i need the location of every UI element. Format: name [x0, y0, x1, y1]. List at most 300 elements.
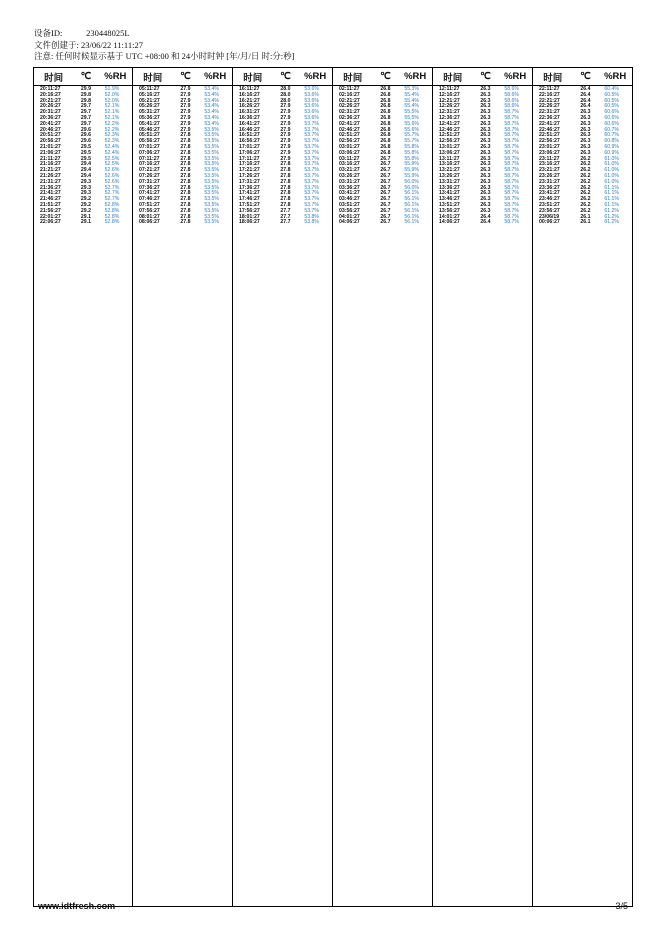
rh-cell: 55.6%	[404, 120, 420, 127]
temp-cell: 26.2	[580, 184, 591, 191]
rh-cell: 61.2%	[604, 213, 620, 220]
temp-cell: 27.8	[180, 184, 191, 191]
rh-cell: 52.0%	[104, 97, 120, 104]
rh-cell: 55.9%	[404, 172, 420, 179]
rh-cell: 52.6%	[104, 172, 120, 179]
rh-cell: 58.7%	[504, 196, 520, 203]
temp-cell: 26.8	[380, 86, 391, 92]
temp-cell: 27.9	[280, 155, 291, 162]
temp-cell: 29.4	[80, 172, 91, 179]
table-column	[333, 67, 433, 907]
time-cell: 20:31:27	[40, 109, 61, 116]
time-cell: 02:46:27	[339, 126, 360, 133]
rh-cell: 52.8%	[104, 219, 120, 226]
temp-cell: 27.8	[280, 196, 291, 203]
rh-cell: 55.6%	[404, 126, 420, 133]
time-cell: 21:01:27	[40, 143, 61, 150]
time-cell: 02:56:27	[339, 138, 360, 145]
rh-cell: 56.1%	[404, 201, 420, 208]
rh-cell: 58.7%	[504, 161, 520, 168]
temp-header: ℃	[480, 71, 491, 82]
rh-cell: 60.6%	[604, 114, 620, 121]
rh-cell: 55.4%	[404, 91, 420, 98]
rh-cell: 60.9%	[604, 149, 620, 156]
rh-cell: 52.0%	[104, 91, 120, 98]
column-body	[333, 86, 432, 906]
time-cell: 21:56:27	[40, 207, 61, 214]
temp-cell: 26.3	[480, 143, 491, 150]
rh-cell: 60.7%	[604, 126, 620, 133]
rh-cell: 52.1%	[104, 103, 120, 110]
time-cell: 23:46:27	[539, 196, 560, 203]
time-cell: 13:11:27	[439, 155, 460, 162]
temp-cell: 27.9	[180, 114, 191, 121]
rh-cell: 53.7%	[304, 196, 320, 203]
table-row	[133, 220, 232, 226]
temp-cell: 26.7	[380, 213, 391, 220]
rh-cell: 55.4%	[404, 97, 420, 104]
time-cell: 14:01:27	[439, 213, 460, 220]
time-cell: 02:16:27	[339, 91, 360, 98]
rh-cell: 53.4%	[204, 120, 220, 127]
rh-cell: 53.5%	[204, 196, 220, 203]
time-cell: 07:31:27	[139, 178, 160, 185]
temp-cell: 27.9	[280, 103, 291, 110]
time-cell: 17:51:27	[239, 201, 260, 208]
rh-cell: 56.0%	[404, 178, 420, 185]
temp-cell: 27.8	[180, 149, 191, 156]
rh-cell: 60.8%	[604, 138, 620, 145]
time-cell: 17:26:27	[239, 172, 260, 179]
time-cell: 17:46:27	[239, 196, 260, 203]
temp-cell: 26.3	[480, 207, 491, 214]
temp-cell: 29.7	[80, 103, 91, 110]
time-cell: 20:16:27	[40, 91, 61, 98]
time-cell: 17:01:27	[239, 143, 260, 150]
rh-cell: 56.1%	[404, 219, 420, 226]
rh-cell: 58.6%	[504, 97, 520, 104]
rh-header: %RH	[204, 71, 227, 82]
temp-cell: 29.5	[80, 149, 91, 156]
time-cell: 23:31:27	[539, 178, 560, 185]
temp-cell: 26.3	[580, 126, 591, 133]
time-cell: 21:31:27	[40, 178, 61, 185]
rh-cell: 61.2%	[604, 219, 620, 226]
rh-cell: 52.6%	[104, 178, 120, 185]
rh-cell: 53.8%	[304, 213, 320, 220]
temp-cell: 26.3	[480, 167, 491, 174]
time-cell: 17:06:27	[239, 149, 260, 156]
rh-cell: 58.6%	[504, 86, 520, 92]
time-cell: 22:01:27	[40, 213, 61, 220]
time-cell: 14:06:27	[439, 219, 460, 226]
time-cell: 02:41:27	[339, 120, 360, 127]
time-cell: 12:56:27	[439, 138, 460, 145]
rh-cell: 53.7%	[304, 161, 320, 168]
rh-cell: 52.5%	[104, 155, 120, 162]
rh-cell: 52.4%	[104, 143, 120, 150]
rh-cell: 53.5%	[204, 207, 220, 214]
rh-cell: 61.0%	[604, 172, 620, 179]
temp-cell: 26.4	[580, 86, 591, 92]
temp-cell: 26.2	[580, 201, 591, 208]
time-cell: 17:41:27	[239, 190, 260, 197]
rh-header: %RH	[404, 71, 427, 82]
temp-cell: 27.7	[280, 219, 291, 226]
temp-cell: 26.8	[380, 126, 391, 133]
temp-cell: 26.3	[580, 114, 591, 121]
rh-cell: 53.4%	[204, 86, 220, 92]
rh-cell: 52.3%	[104, 138, 120, 145]
rh-cell: 58.7%	[504, 114, 520, 121]
time-cell: 03:56:27	[339, 207, 360, 214]
temp-cell: 26.8	[380, 120, 391, 127]
column-header	[333, 68, 432, 86]
rh-cell: 58.7%	[504, 155, 520, 162]
rh-cell: 58.7%	[504, 167, 520, 174]
temp-cell: 26.7	[380, 190, 391, 197]
rh-cell: 52.2%	[104, 126, 120, 133]
rh-cell: 53.7%	[304, 207, 320, 214]
time-cell: 18:06:27	[239, 219, 260, 226]
rh-cell: 53.6%	[304, 109, 320, 116]
temp-cell: 26.3	[480, 103, 491, 110]
rh-cell: 55.5%	[404, 109, 420, 116]
temp-cell: 27.9	[180, 109, 191, 116]
rh-cell: 52.3%	[104, 132, 120, 139]
time-header: 时间	[143, 72, 163, 84]
temp-cell: 26.3	[480, 109, 491, 116]
time-cell: 13:41:27	[439, 190, 460, 197]
time-cell: 22:16:27	[539, 91, 560, 98]
temp-cell: 27.8	[180, 143, 191, 150]
time-cell: 22:11:27	[539, 86, 560, 92]
time-cell: 20:11:27	[40, 86, 61, 92]
temp-cell: 29.2	[80, 207, 91, 214]
rh-cell: 60.5%	[604, 103, 620, 110]
device-id-line	[34, 28, 295, 40]
device-id-label: 设备ID:	[34, 28, 63, 38]
table-row	[333, 220, 432, 226]
table-column	[433, 67, 533, 907]
column-header	[133, 68, 232, 86]
time-cell: 07:41:27	[139, 190, 160, 197]
timezone-note: 注意: 任何时候显示基于 UTC +08:00 和 24小时时钟 [年/月/日 时:分:秒]	[34, 51, 295, 61]
temp-cell: 29.3	[80, 190, 91, 197]
time-cell: 16:51:27	[239, 132, 260, 139]
temp-cell: 29.1	[80, 219, 91, 226]
column-header	[533, 68, 632, 86]
time-cell: 16:31:27	[239, 109, 260, 116]
table-row	[34, 220, 132, 226]
rh-cell: 56.1%	[404, 196, 420, 203]
rh-header: %RH	[104, 71, 127, 82]
time-cell: 21:21:27	[40, 167, 61, 174]
rh-cell: 60.6%	[604, 120, 620, 127]
time-cell: 05:16:27	[139, 91, 160, 98]
time-cell: 23:21:27	[539, 167, 560, 174]
temp-cell: 26.8	[380, 109, 391, 116]
rh-cell: 52.6%	[104, 167, 120, 174]
temp-cell: 27.9	[180, 86, 191, 92]
time-cell: 07:16:27	[139, 161, 160, 168]
temp-cell: 26.3	[480, 149, 491, 156]
time-cell: 20:36:27	[40, 114, 61, 121]
temp-cell: 27.9	[280, 138, 291, 145]
rh-cell: 58.6%	[504, 91, 520, 98]
rh-cell: 53.5%	[204, 149, 220, 156]
temp-cell: 28.0	[280, 86, 291, 92]
time-cell: 23:11:27	[539, 155, 560, 162]
time-cell: 16:46:27	[239, 126, 260, 133]
time-cell: 20:46:27	[40, 126, 61, 133]
time-cell: 07:01:27	[139, 143, 160, 150]
temp-cell: 29.3	[80, 178, 91, 185]
rh-cell: 53.5%	[204, 155, 220, 162]
time-cell: 21:46:27	[40, 196, 61, 203]
time-cell: 17:36:27	[239, 184, 260, 191]
time-cell: 07:21:27	[139, 167, 160, 174]
temp-cell: 26.2	[580, 161, 591, 168]
time-cell: 20:41:27	[40, 120, 61, 127]
temp-header: ℃	[280, 71, 291, 82]
time-cell: 13:06:27	[439, 149, 460, 156]
rh-cell: 58.7%	[504, 138, 520, 145]
time-cell: 17:16:27	[239, 161, 260, 168]
rh-cell: 61.1%	[604, 196, 620, 203]
rh-cell: 60.5%	[604, 97, 620, 104]
temp-cell: 26.4	[580, 91, 591, 98]
temp-cell: 26.3	[480, 172, 491, 179]
time-cell: 03:31:27	[339, 178, 360, 185]
time-cell: 21:26:27	[40, 172, 61, 179]
temp-cell: 26.2	[580, 190, 591, 197]
rh-header: %RH	[504, 71, 527, 82]
time-header: 时间	[243, 72, 263, 84]
time-cell: 07:11:27	[139, 155, 160, 162]
temp-cell: 27.8	[280, 178, 291, 185]
temp-cell: 26.3	[480, 138, 491, 145]
temp-cell: 26.7	[380, 161, 391, 168]
table-row	[433, 220, 532, 226]
temp-cell: 27.9	[180, 120, 191, 127]
time-cell: 05:56:27	[139, 138, 160, 145]
time-cell: 07:06:27	[139, 149, 160, 156]
temp-cell: 26.7	[380, 184, 391, 191]
temp-cell: 26.1	[580, 219, 591, 226]
rh-cell: 58.7%	[504, 213, 520, 220]
temp-cell: 26.3	[580, 132, 591, 139]
temp-cell: 26.8	[380, 143, 391, 150]
time-cell: 21:06:27	[40, 149, 61, 156]
time-cell: 08:06:27	[139, 219, 160, 226]
time-cell: 22:06:27	[40, 219, 61, 226]
temp-cell: 28.0	[280, 91, 291, 98]
time-cell: 04:01:27	[339, 213, 360, 220]
rh-cell: 56.1%	[404, 213, 420, 220]
temp-cell: 27.8	[180, 207, 191, 214]
time-cell: 03:46:27	[339, 196, 360, 203]
table-column	[533, 67, 633, 907]
rh-cell: 58.7%	[504, 120, 520, 127]
temp-header: ℃	[180, 71, 191, 82]
time-cell: 05:51:27	[139, 132, 160, 139]
page-number: 3/5	[615, 901, 628, 911]
created-label: 文件创建于:	[34, 39, 79, 50]
temp-cell: 27.9	[280, 109, 291, 116]
time-cell: 21:11:27	[40, 155, 61, 162]
rh-cell: 53.6%	[304, 97, 320, 104]
temp-cell: 26.2	[580, 178, 591, 185]
rh-cell: 53.7%	[304, 126, 320, 133]
rh-cell: 56.1%	[404, 207, 420, 214]
rh-cell: 53.5%	[204, 201, 220, 208]
rh-cell: 51.9%	[104, 86, 120, 92]
temp-cell: 26.7	[380, 155, 391, 162]
rh-cell: 53.7%	[304, 172, 320, 179]
temp-cell: 26.8	[380, 97, 391, 104]
rh-cell: 58.6%	[504, 103, 520, 110]
temp-cell: 27.9	[280, 132, 291, 139]
temp-cell: 27.8	[280, 172, 291, 179]
temp-cell: 26.7	[380, 196, 391, 203]
temp-cell: 29.8	[80, 91, 91, 98]
temp-cell: 26.4	[480, 219, 491, 226]
time-cell: 05:41:27	[139, 120, 160, 127]
time-cell: 07:26:27	[139, 172, 160, 179]
time-cell: 22:41:27	[539, 120, 560, 127]
temp-cell: 27.8	[180, 196, 191, 203]
time-cell: 16:36:27	[239, 114, 260, 121]
temp-cell: 27.7	[280, 213, 291, 220]
time-cell: 12:46:27	[439, 126, 460, 133]
temp-cell: 28.0	[280, 97, 291, 104]
rh-cell: 55.7%	[404, 132, 420, 139]
time-cell: 05:36:27	[139, 114, 160, 121]
temp-cell: 27.8	[180, 190, 191, 197]
time-cell: 12:31:27	[439, 109, 460, 116]
rh-cell: 53.5%	[204, 138, 220, 145]
temp-cell: 26.3	[480, 97, 491, 104]
column-header	[34, 68, 132, 86]
rh-cell: 58.7%	[504, 184, 520, 191]
temp-cell: 26.2	[580, 172, 591, 179]
temp-cell: 27.9	[280, 143, 291, 150]
time-cell: 23:56:27	[539, 207, 560, 214]
temp-cell: 27.9	[180, 103, 191, 110]
temp-cell: 26.7	[380, 178, 391, 185]
time-cell: 12:36:27	[439, 114, 460, 121]
time-cell: 03:41:27	[339, 190, 360, 197]
rh-cell: 53.6%	[304, 91, 320, 98]
temp-cell: 26.2	[580, 167, 591, 174]
device-id-value: 230448025L	[86, 28, 130, 38]
temp-cell: 29.5	[80, 143, 91, 150]
rh-cell: 52.8%	[104, 213, 120, 220]
time-cell: 22:56:27	[539, 138, 560, 145]
temp-cell: 26.7	[380, 201, 391, 208]
temp-cell: 29.2	[80, 201, 91, 208]
rh-cell: 58.7%	[504, 190, 520, 197]
rh-cell: 60.9%	[604, 143, 620, 150]
temp-cell: 26.8	[380, 149, 391, 156]
time-header: 时间	[343, 72, 363, 84]
time-cell: 23:16:27	[539, 161, 560, 168]
time-cell: 05:21:27	[139, 97, 160, 104]
temp-cell: 26.3	[480, 190, 491, 197]
temp-cell: 26.3	[480, 91, 491, 98]
temp-cell: 26.3	[580, 109, 591, 116]
temp-cell: 26.3	[480, 178, 491, 185]
time-cell: 02:51:27	[339, 132, 360, 139]
time-cell: 12:11:27	[439, 86, 460, 92]
temp-header: ℃	[580, 71, 591, 82]
time-cell: 23:06:27	[539, 149, 560, 156]
table-row	[533, 220, 632, 226]
time-cell: 02:21:27	[339, 97, 360, 104]
time-cell: 00:06:27	[539, 219, 560, 226]
temp-cell: 26.3	[480, 201, 491, 208]
rh-header: %RH	[604, 71, 627, 82]
rh-cell: 53.6%	[304, 86, 320, 92]
rh-cell: 61.0%	[604, 161, 620, 168]
time-cell: 21:41:27	[40, 190, 61, 197]
rh-cell: 52.5%	[104, 161, 120, 168]
temp-cell: 26.2	[580, 155, 591, 162]
time-cell: 23:41:27	[539, 190, 560, 197]
time-cell: 22:26:27	[539, 103, 560, 110]
temp-cell: 27.8	[280, 167, 291, 174]
rh-cell: 53.5%	[204, 219, 220, 226]
time-cell: 03:51:27	[339, 201, 360, 208]
rh-cell: 53.7%	[304, 120, 320, 127]
rh-cell: 60.4%	[604, 86, 620, 92]
temp-cell: 29.5	[80, 155, 91, 162]
rh-cell: 53.4%	[204, 97, 220, 104]
temp-cell: 27.8	[280, 161, 291, 168]
time-cell: 20:51:27	[40, 132, 61, 139]
time-cell: 23/06/19	[539, 213, 560, 220]
rh-cell: 53.4%	[204, 114, 220, 121]
rh-cell: 53.7%	[304, 178, 320, 185]
temp-cell: 26.3	[480, 155, 491, 162]
temp-cell: 26.3	[480, 86, 491, 92]
time-cell: 12:16:27	[439, 91, 460, 98]
time-cell: 02:11:27	[339, 86, 360, 92]
temp-cell: 26.3	[480, 132, 491, 139]
time-cell: 20:21:27	[40, 97, 61, 104]
temp-cell: 29.3	[80, 184, 91, 191]
rh-cell: 55.3%	[404, 86, 420, 92]
temp-cell: 27.8	[280, 184, 291, 191]
temp-cell: 29.9	[80, 86, 91, 92]
time-cell: 03:21:27	[339, 167, 360, 174]
time-cell: 22:31:27	[539, 109, 560, 116]
temp-cell: 27.8	[180, 167, 191, 174]
temp-cell: 27.8	[180, 213, 191, 220]
rh-cell: 55.9%	[404, 161, 420, 168]
temp-cell: 26.7	[380, 172, 391, 179]
rh-cell: 61.2%	[604, 207, 620, 214]
time-cell: 23:26:27	[539, 172, 560, 179]
rh-cell: 55.8%	[404, 155, 420, 162]
rh-cell: 53.7%	[304, 132, 320, 139]
time-cell: 16:21:27	[239, 97, 260, 104]
rh-cell: 53.6%	[304, 114, 320, 121]
rh-cell: 53.5%	[204, 132, 220, 139]
rh-cell: 53.5%	[204, 178, 220, 185]
time-cell: 21:36:27	[40, 184, 61, 191]
